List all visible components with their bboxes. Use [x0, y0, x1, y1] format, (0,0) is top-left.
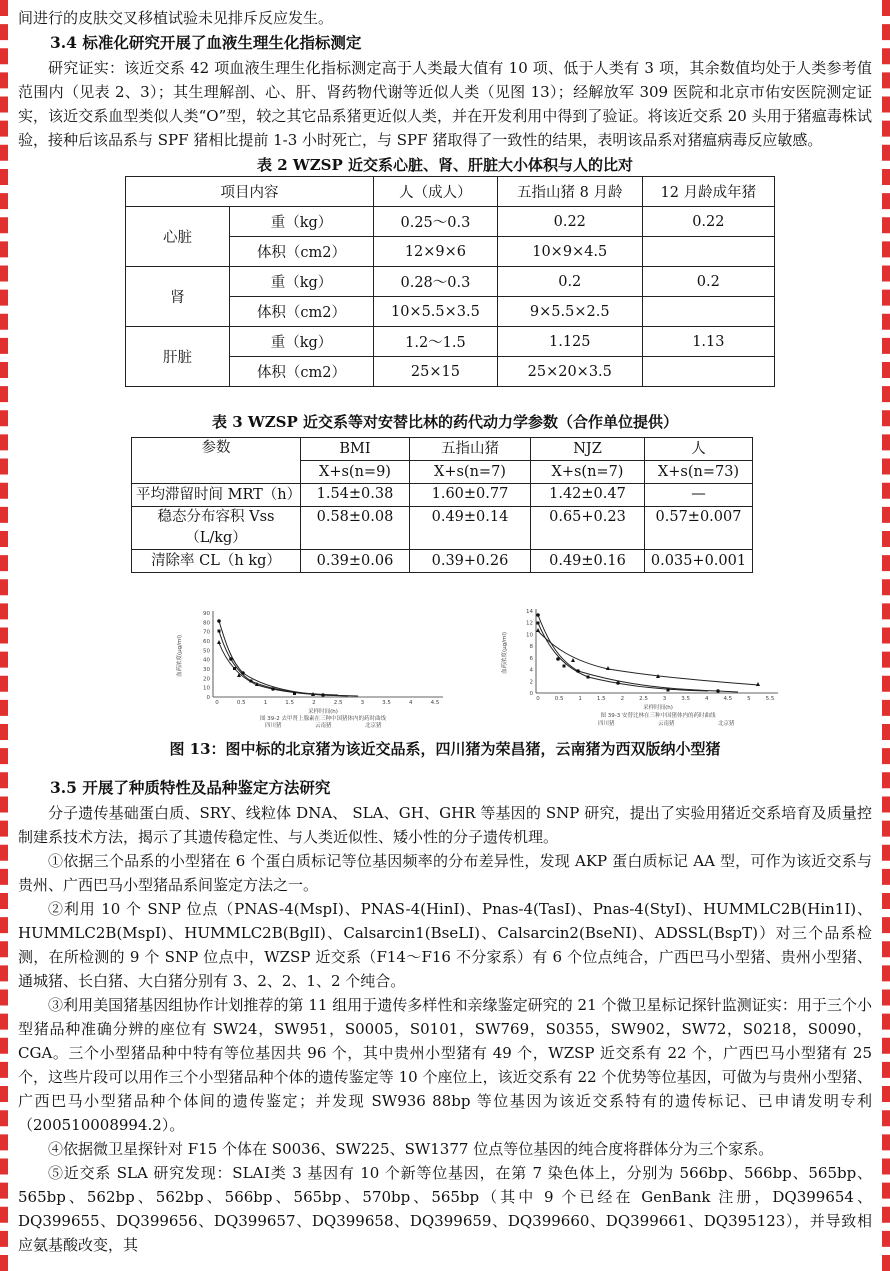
table-cell: 25×20×3.5: [497, 357, 642, 387]
x-tick-label: 4: [409, 700, 413, 706]
table-header-cell: 人（成人）: [374, 177, 498, 207]
x-tick-label: 0.5: [236, 700, 246, 706]
table-cell: 10×5.5×3.5: [374, 297, 498, 327]
intro-line: 间进行的皮肤交叉移植试验未见排斥反应发生。: [18, 9, 334, 27]
table-2-caption: 表 2 WZSP 近交系心脏、肾、肝脏大小体积与人的比对: [256, 156, 633, 174]
x-tick-label: 5: [747, 696, 751, 702]
table-row: [132, 484, 753, 507]
table-cell: 0.49±0.14: [410, 507, 531, 550]
table-cell: 0.39±0.06: [301, 550, 410, 573]
table-header-cell: X+s(n=7): [410, 461, 531, 484]
y-tick-label: 0: [206, 695, 210, 701]
y-tick-label: 60: [203, 639, 210, 645]
table-row: [126, 207, 775, 237]
table-cell: 0.28～0.3: [374, 267, 498, 297]
x-tick-label: 4: [704, 696, 709, 702]
table-3-caption: 表 3 WZSP 近交系等对安替比林的药代动力学参数（合作单位提供）: [211, 413, 678, 431]
table-header-cell: 五指山猪 8 月龄: [497, 177, 642, 207]
series-line-yunnan: [538, 623, 708, 691]
y-axis-label: 血药浓度(μg/ml): [502, 631, 508, 675]
table-row: [126, 327, 775, 357]
table-cell: 重（kg）: [230, 207, 374, 237]
x-tick-label: 4.5: [723, 696, 733, 702]
table-row: [132, 507, 753, 550]
section-3-4-heading: 3.4 标准化研究开展了血液生理生化指标测定: [50, 33, 362, 52]
figure-13-caption: 图 13：图中标的北京猪为该近交品系，四川猪为荣昌猪，云南猪为西双版纳小型猪: [169, 740, 721, 758]
y-tick-label: 70: [203, 629, 210, 636]
table-cell: 0.035+0.001: [645, 550, 753, 573]
legend: [265, 721, 382, 729]
series-line-sichuan: [219, 621, 358, 696]
chart-caption: 图 39-2 去甲肾上腺素在三种中国猪体内的药时曲线: [260, 716, 386, 722]
x-tick-label: 1.5: [285, 700, 295, 706]
x-tick-label: 4.5: [430, 700, 440, 706]
table-cell: 0.22: [497, 207, 642, 237]
table-cell: 0.58±0.08: [301, 507, 410, 550]
table-cell: 1.2～1.5: [374, 327, 498, 357]
table-cell: 体积（cm2）: [230, 297, 374, 327]
table-cell: 12×9×6: [374, 237, 498, 267]
table-cell: 体积（cm2）: [230, 237, 374, 267]
y-tick-label: 2: [529, 679, 533, 686]
x-tick-label: 3.5: [382, 700, 391, 706]
chart-caption: 图 39-3 安替比林在三种中国猪体内的药时曲线: [600, 713, 716, 719]
table-cell: [642, 297, 774, 327]
table-2: [125, 176, 775, 387]
x-tick-label: 2: [312, 700, 316, 706]
table-header-cell: X+s(n=73): [645, 461, 753, 484]
x-tick-label: 3.5: [681, 696, 691, 702]
table-header-cell: NJZ: [531, 438, 645, 461]
table-cell: 0.2: [642, 267, 774, 297]
legend-item: 四川猪: [598, 721, 615, 727]
section-3-4-paragraph: 研究证实：该近交系 42 项血液生理生化指标测定高于人类最大值有 10 项、低于人类有 3 项，其余数值均处于人类参考值范围内（见表 2、3）；其生理解剖、心、肝、肾药物代谢等近似人类（见图 13）；经解放军 309 医院和北京市佑安医院测定证实，该近交系血型类似人类“O”型，较之其它品系猪更近似人类，并在开发利用中得到了验证。将该近交系 20 头用于猪瘟毒株试验，接种后该品系与 SPF 猪相比提前 1-3 小时死亡，与 SPF 猪取得了一致性的结果，表明该品系对猪瘟病毒反应敏感。: [18, 59, 872, 149]
x-tick-label: 1: [578, 696, 582, 702]
x-tick-label: 2.5: [333, 700, 343, 706]
table-header-cell: 参数: [132, 438, 301, 484]
legend-item: 四川猪: [265, 723, 282, 729]
table-header-cell: 12 月龄成年猪: [642, 177, 774, 207]
table-cell: 0.2: [497, 267, 642, 297]
table-header-cell: BMI: [301, 438, 410, 461]
x-tick-label: 5.5: [765, 696, 775, 702]
y-tick-label: 14: [526, 609, 533, 615]
table-cell: 0.49±0.16: [531, 550, 645, 573]
y-tick-label: 8: [529, 644, 533, 651]
y-tick-label: 10: [203, 685, 210, 692]
y-axis-label: 血药浓度(μg/ml): [177, 634, 183, 678]
legend-item: 北京猪: [718, 721, 735, 727]
table-row: [126, 267, 775, 297]
x-tick-label: 3: [360, 700, 365, 706]
y-tick-label: 12: [526, 620, 533, 627]
table-cell: 9×5.5×2.5: [497, 297, 642, 327]
table-cell: [642, 237, 774, 267]
table-cell: 0.39+0.26: [410, 550, 531, 573]
y-tick-label: 0: [529, 691, 533, 697]
table-cell: 10×9×4.5: [497, 237, 642, 267]
section-3-5-paragraph: ②利用 10 个 SNP 位点（PNAS-4(MspI)、PNAS-4(HinI)、Pnas-4(TasI)、Pnas-4(StyI)、HUMMLC2B(Hin1I)、HUMMLC2B(MspI)、HUMMLC2B(BglI)、Calsarcin1(BseLI)、Calsarcin2(BseNI)、ADSSL(BspT)）对三个品系检测，在所检测的 9 个 SNP 位点中，WZSP 近交系（F14～F16 不分家系）有 6 个位点纯合，广西巴马小型猪、贵州小型猪、通城猪、长白猪、大白猪分别有 3、2、2、1、2 个纯合。: [18, 900, 872, 990]
table-cell: 重（kg）: [230, 267, 374, 297]
table-row: [132, 550, 753, 573]
series-markers: [536, 613, 760, 693]
left-pk-chart: [173, 601, 458, 729]
x-tick-label: 3: [662, 696, 667, 702]
table-cell: 清除率 CL（h kg）: [132, 550, 301, 573]
table-header-cell: X+s(n=7): [531, 461, 645, 484]
y-tick-label: 40: [203, 657, 210, 664]
y-tick-label: 6: [529, 655, 533, 662]
section-3-5-heading: 3.5 开展了种质特性及品种鉴定方法研究: [50, 778, 331, 797]
legend-item: 云南猪: [315, 723, 332, 729]
table-header-cell: 项目内容: [126, 177, 374, 207]
x-tick-label: 0.5: [554, 696, 564, 702]
y-tick-label: 20: [203, 676, 210, 683]
table-cell: 稳态分布容积 Vss（L/kg）: [132, 507, 301, 550]
x-tick-label: 1.5: [596, 696, 606, 702]
y-tick-label: 4: [529, 667, 533, 674]
legend: [598, 719, 735, 727]
table-cell: 1.54±0.38: [301, 484, 410, 507]
table-cell: 体积（cm2）: [230, 357, 374, 387]
x-axis-label: 采样时间(h): [308, 709, 338, 715]
x-tick-label: 0: [536, 696, 540, 702]
legend-item: 北京猪: [365, 723, 382, 729]
y-tick-label: 50: [203, 648, 210, 655]
table-cell: 平均滞留时间 MRT（h）: [132, 484, 301, 507]
table-cell: 1.60±0.77: [410, 484, 531, 507]
organ-cell: 肝脏: [126, 327, 230, 387]
y-tick-label: 80: [203, 620, 210, 627]
section-3-5-paragraph: ③利用美国猪基因组协作计划推荐的第 11 组用于遗传多样性和亲缘鉴定研究的 21 个微卫星标记探针监测证实：用于三个小型猪品种准确分辨的座位有 SW24，SW951，S0005，S0101，SW769，S0355，SW902，SW72，S0218，S0090，CGA。三个小型猪品种中特有等位基因共 96 个，其中贵州小型猪有 49 个，WZSP 近交系有 22 个，广西巴马小型猪有 25 个，这些片段可以用作三个小型猪品种个体的遗传鉴定等 10 个座位上，该近交系有 22 个优势等位基因，可做为与贵州小型猪、广西巴马小型猪品种个体间的遗传鉴定；并发现 SW936 88bp 等位基因为该近交系特有的遗传标记、已申请发明专利（200510008994.2）。: [18, 996, 872, 1134]
organ-cell: 心脏: [126, 207, 230, 267]
figure-13-graphs: [18, 601, 872, 729]
table-row: [132, 438, 753, 461]
section-3-5-paragraph: ⑤近交系 SLA 研究发现：SLAⅠ类 3 基因有 10 个新等位基因，在第 7 染色体上，分别为 566bp、566bp、565bp、565bp、562bp、562bp、566bp、565bp、570bp、565bp（其中 9 个已经在 GenBank 注册，DQ399654、DQ399655、DQ399656、DQ399657、DQ399658、DQ399659、DQ399660、DQ399661、DQ395123），并导致相应氨基酸改变，其: [18, 1164, 872, 1254]
x-tick-label: 1: [263, 700, 268, 706]
table-cell: [642, 357, 774, 387]
table-cell: —: [645, 484, 753, 507]
section-3-5-paragraph: ①依据三个品系的小型猪在 6 个蛋白质标记等位基因频率的分布差异性，发现 AKP 蛋白质标记 AA 型，可作为该近交系与贵州、广西巴马小型猪品系间鉴定方法之一。: [18, 852, 872, 894]
table-cell: 0.65+0.23: [531, 507, 645, 550]
x-axis-label: 采样时间(h): [643, 705, 673, 711]
y-tick-label: 90: [203, 611, 210, 617]
table-header-cell: 人: [645, 438, 753, 461]
organ-cell: 肾: [126, 267, 230, 327]
series-line-beijing: [538, 631, 758, 685]
table-3: [131, 437, 753, 573]
table-cell: 1.42±0.47: [531, 484, 645, 507]
table-header-cell: 五指山猪: [410, 438, 531, 461]
table-cell: 0.25～0.3: [374, 207, 498, 237]
table-cell: 1.125: [497, 327, 642, 357]
x-tick-label: 2.5: [639, 696, 648, 702]
document-page: [18, 0, 872, 1257]
table-cell: 25×15: [374, 357, 498, 387]
table-cell: 重（kg）: [230, 327, 374, 357]
section-3-5-paragraph: 分子遗传基础蛋白质、SRY、线粒体 DNA、 SLA、GH、GHR 等基因的 SNP 研究，提出了实验用猪近交系培育及质量控制建系技术方法，揭示了其遗传稳定性、与人类近似性、矮小性的分子遗传机理。: [18, 804, 872, 846]
y-tick-label: 10: [526, 632, 533, 639]
table-header-cell: X+s(n=9): [301, 461, 410, 484]
section-3-5-paragraph: ④依据微卫星探针对 F15 个体在 S0036、SW225、SW1377 位点等位基因的纯合度将群体分为三个家系。: [48, 1140, 774, 1158]
legend-item: 云南猪: [658, 721, 675, 727]
right-pk-chart: [498, 601, 788, 729]
table-row: [126, 177, 775, 207]
table-cell: 0.57±0.007: [645, 507, 753, 550]
series-markers: [217, 619, 325, 697]
table-cell: 1.13: [642, 327, 774, 357]
series-line-yunnan: [219, 631, 338, 695]
table-cell: 0.22: [642, 207, 774, 237]
y-tick-label: 30: [203, 667, 210, 673]
x-tick-label: 2: [620, 696, 625, 702]
x-tick-label: 0: [215, 700, 219, 706]
